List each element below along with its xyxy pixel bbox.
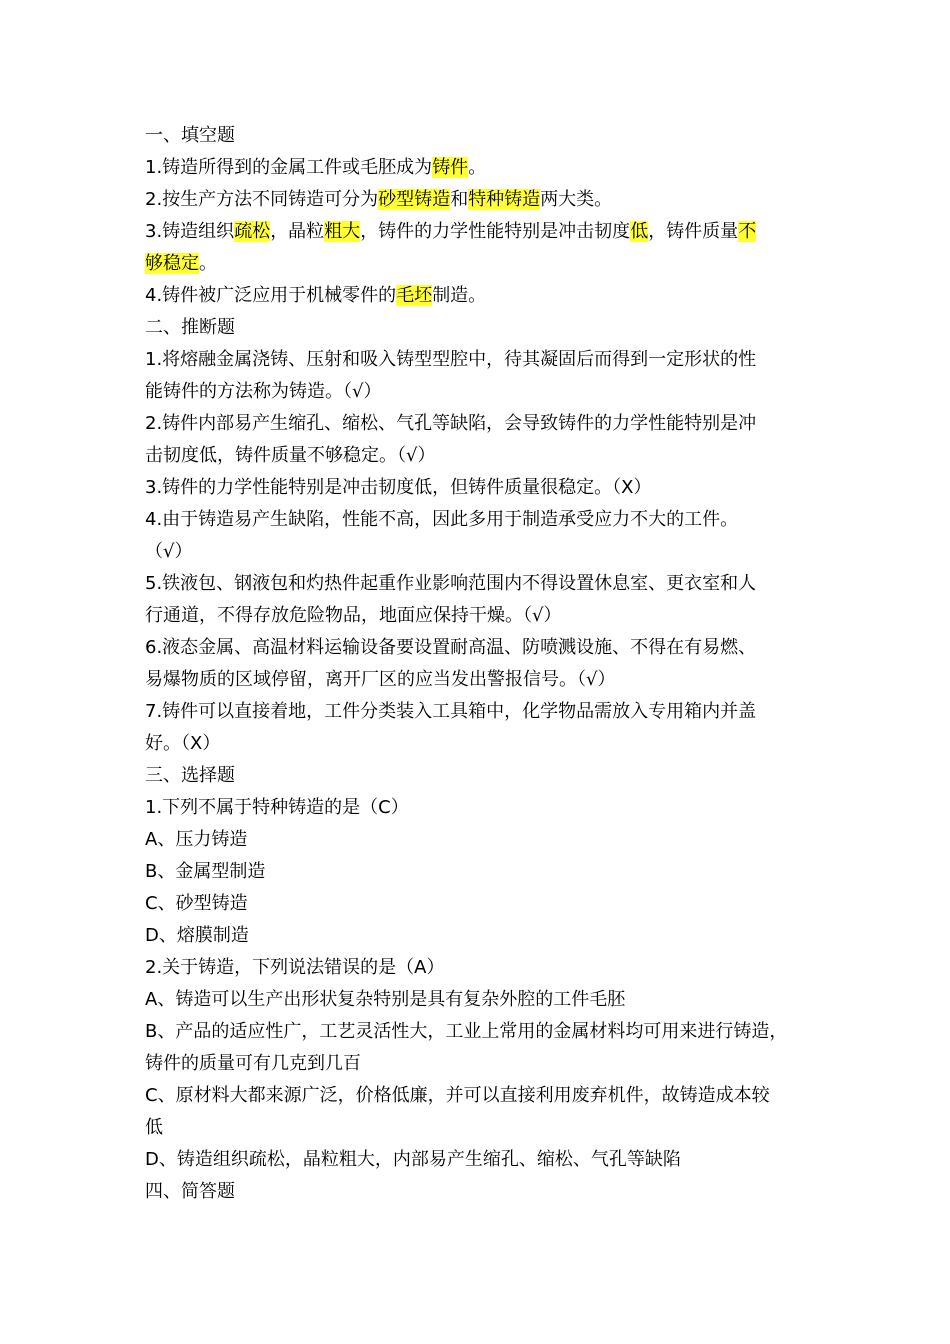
judge-question-6: 6.液态金属、高温材料运输设备要设置耐高温、防喷溅设施、不得在有易燃、 <box>145 637 757 658</box>
choice-option-b: B、产品的适应性广，工艺灵活性大，工业上常用的金属材料均可用来进行铸造， <box>145 1021 788 1042</box>
fill-question-3: 3.铸造组织疏松，晶粒粗大，铸件的力学性能特别是冲击韧度低，铸件质量不 <box>145 221 757 242</box>
highlighted-answer: 特种铸造 <box>468 189 541 210</box>
fill-question-4: 4.铸件被广泛应用于机械零件的毛坯制造。 <box>145 285 487 306</box>
choice-option-b: B、金属型制造 <box>145 861 266 882</box>
judge-question-5: 5.铁液包、钢液包和灼热件起重作业影响范围内不得设置休息室、更衣室和人 <box>145 573 757 594</box>
highlighted-answer: 不 <box>738 221 757 242</box>
choice-option-c-cont: 低 <box>145 1117 163 1138</box>
fill-question-2: 2.按生产方法不同铸造可分为砂型铸造和特种铸造两大类。 <box>145 189 613 210</box>
judge-question-6-cont: 易爆物质的区域停留，离开厂区的应当发出警报信号。（√） <box>145 669 616 690</box>
section-heading-fill: 一、填空题 <box>145 125 235 146</box>
section-heading-choice: 三、选择题 <box>145 765 235 786</box>
highlighted-answer: 够稳定 <box>145 253 199 274</box>
judge-question-2: 2.铸件内部易产生缩孔、缩松、气孔等缺陷，会导致铸件的力学性能特别是冲 <box>145 413 757 434</box>
highlighted-answer: 砂型铸造 <box>378 189 451 210</box>
choice-question-2: 2.关于铸造，下列说法错误的是（A） <box>145 957 445 978</box>
section-heading-judge: 二、推断题 <box>145 317 235 338</box>
section-heading-short: 四、简答题 <box>145 1181 235 1202</box>
choice-option-b-cont: 铸件的质量可有几克到几百 <box>145 1053 361 1074</box>
judge-question-7-cont: 好。（X） <box>145 733 221 754</box>
fill-question-3-cont: 够稳定。 <box>145 253 217 274</box>
highlighted-answer: 疏松 <box>234 221 271 242</box>
highlighted-answer: 粗大 <box>324 221 361 242</box>
judge-question-2-cont: 击韧度低，铸件质量不够稳定。（√） <box>145 445 436 466</box>
choice-option-d: D、熔膜制造 <box>145 925 249 946</box>
judge-question-5-cont: 行通道，不得存放危险物品，地面应保持干燥。（√） <box>145 605 562 626</box>
highlighted-answer: 铸件 <box>432 157 469 178</box>
choice-option-a: A、铸造可以生产出形状复杂特别是具有复杂外腔的工件毛胚 <box>145 989 626 1010</box>
choice-option-a: A、压力铸造 <box>145 829 248 850</box>
highlighted-answer: 毛坯 <box>396 285 433 306</box>
judge-question-4-cont: （√） <box>145 541 193 562</box>
fill-question-1: 1.铸造所得到的金属工件或毛胚成为铸件。 <box>145 157 487 178</box>
judge-question-7: 7.铸件可以直接着地，工件分类装入工具箱中，化学物品需放入专用箱内并盖 <box>145 701 757 722</box>
judge-question-4: 4.由于铸造易产生缺陷，性能不高，因此多用于制造承受应力不大的工件。 <box>145 509 739 530</box>
choice-option-c: C、砂型铸造 <box>145 893 248 914</box>
highlighted-answer: 低 <box>630 221 649 242</box>
choice-question-1: 1.下列不属于特种铸造的是（C） <box>145 797 409 818</box>
judge-question-3: 3.铸件的力学性能特别是冲击韧度低，但铸件质量很稳定。（X） <box>145 477 652 498</box>
judge-question-1-cont: 能铸件的方法称为铸造。（√） <box>145 381 382 402</box>
judge-question-1: 1.将熔融金属浇铸、压射和吸入铸型型腔中，待其凝固后而得到一定形状的性 <box>145 349 757 370</box>
choice-option-c: C、原材料大都来源广泛，价格低廉，并可以直接利用废弃机件，故铸造成本较 <box>145 1085 770 1106</box>
document-page <box>145 120 825 1208</box>
choice-option-d: D、铸造组织疏松，晶粒粗大，内部易产生缩孔、缩松、气孔等缺陷 <box>145 1149 681 1170</box>
